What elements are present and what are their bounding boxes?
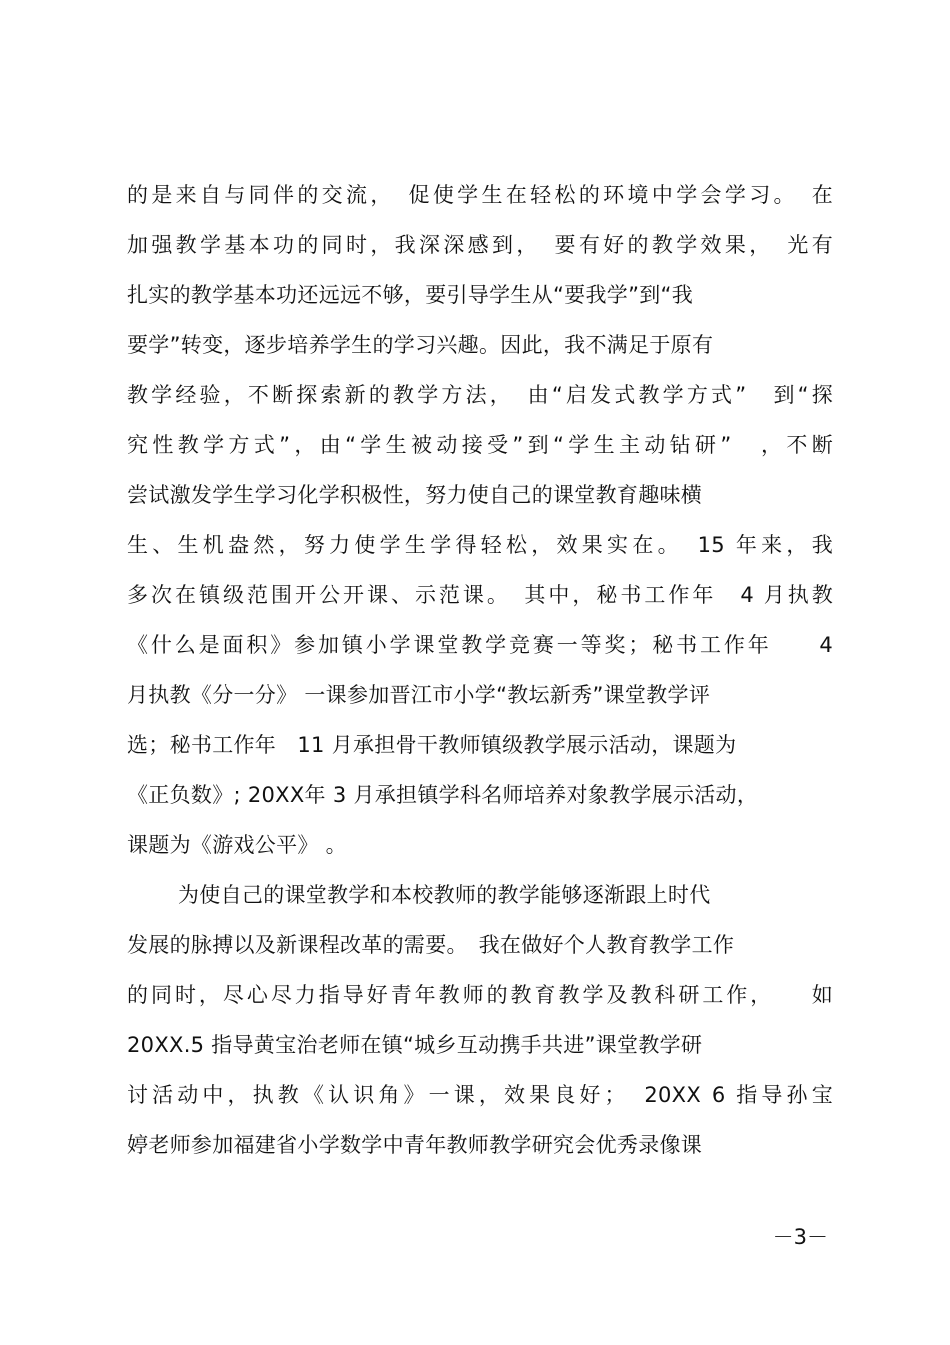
text-line: 生、生机盎然，努力使学生学得轻松，效果实在。 15 年来，我	[127, 533, 833, 557]
text-line: 婷老师参加福建省小学数学中青年教师教学研究会优秀录像课	[127, 1133, 703, 1157]
text-line: 20XX.5 指导黄宝治老师在镇“城乡互动携手共进”课堂教学研	[127, 1033, 703, 1057]
text-line: 扎实的教学基本功还远远不够，要引导学生从“要我学”到“我	[127, 283, 694, 307]
text-line: 教学经验，不断探索新的教学方法， 由“启发式教学方式” 到“探	[127, 383, 833, 407]
paragraph-first-line: 为使自己的课堂教学和本校教师的教学能够逐渐跟上时代	[178, 883, 711, 907]
text-line: 的是来自与同伴的交流， 促使学生在轻松的环境中学会学习。 在	[127, 183, 833, 207]
text-line: 选；秘书工作年 11 月承担骨干教师镇级教学展示活动，课题为	[127, 733, 737, 757]
text-line: 的同时，尽心尽力指导好青年教师的教育教学及教科研工作， 如	[127, 983, 833, 1007]
text-line: 月执教《分一分》 一课参加晋江市小学“教坛新秀”课堂教学评	[127, 683, 711, 707]
text-line: 《什么是面积》参加镇小学课堂教学竞赛一等奖；秘书工作年 4	[127, 633, 833, 657]
text-line: 多次在镇级范围开公开课、示范课。 其中，秘书工作年 4 月执教	[127, 583, 833, 607]
text-line: 《正负数》; 20XX年 3 月承担镇学科名师培养对象教学展示活动，	[127, 783, 759, 807]
page-number: －3－	[772, 1225, 828, 1249]
text-line: 课题为《游戏公平》 。	[127, 833, 347, 857]
text-line: 要学”转变，逐步培养学生的学习兴趣。因此，我不满足于原有	[127, 333, 714, 357]
text-line: 讨活动中，执教《认识角》一课，效果良好； 20XX 6 指导孙宝	[127, 1083, 833, 1107]
text-line: 尝试激发学生学习化学积极性，努力使自己的课堂教育趣味横	[127, 483, 703, 507]
text-line: 究性教学方式”，由“学生被动接受”到“学生主动钻研” ，不断	[127, 433, 833, 457]
text-line: 加强教学基本功的同时，我深深感到， 要有好的教学效果， 光有	[127, 233, 833, 257]
text-line: 发展的脉搏以及新课程改革的需要。 我在做好个人教育教学工作	[127, 933, 735, 957]
